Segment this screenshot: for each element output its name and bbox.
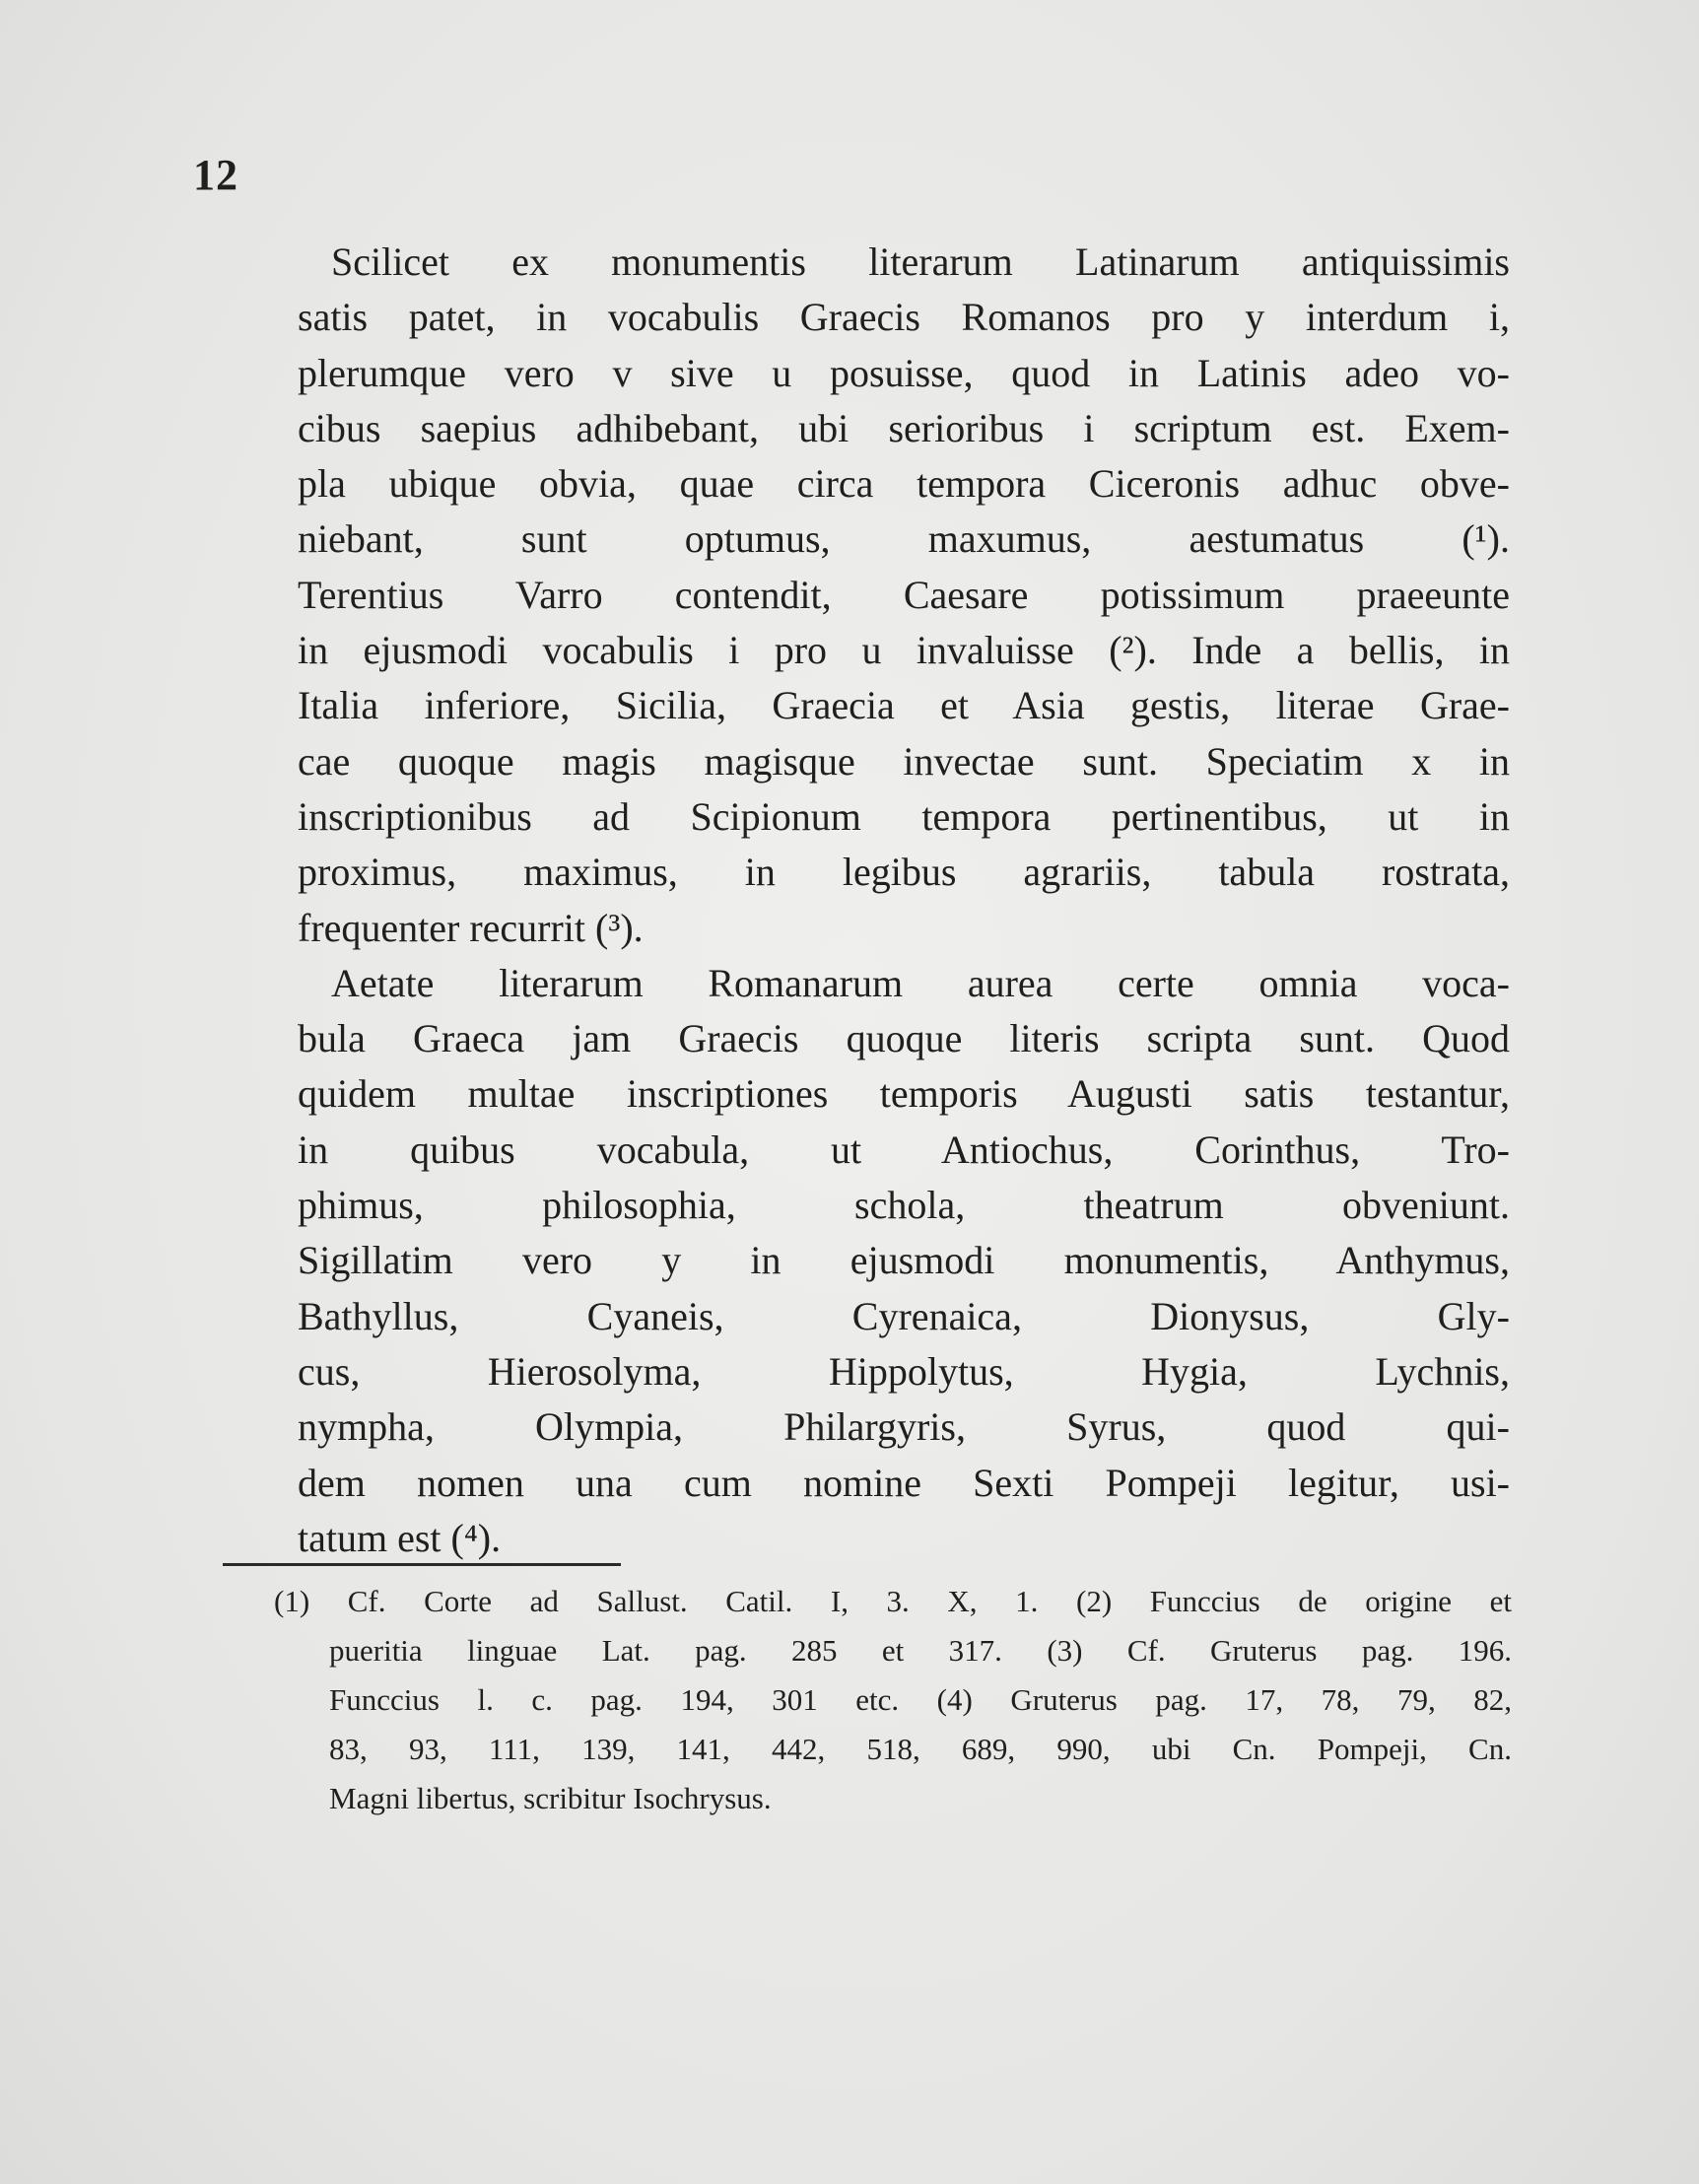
text-line: Bathyllus, Cyaneis, Cyrenaica, Dionysus, Gly- xyxy=(298,1293,1510,1338)
main-text xyxy=(298,235,1510,1566)
footnote-line: pueritia linguae Lat. pag. 285 et 317. (3) Cf. Gruterus pag. 196. xyxy=(329,1633,1512,1668)
text-line: Scilicet ex monumentis literarum Latinarum antiquissimis xyxy=(331,239,1510,284)
text-line: nympha, Olympia, Philargyris, Syrus, quod qui- xyxy=(298,1404,1510,1450)
text-line: pla ubique obvia, quae circa tempora Ciceronis adhuc obve- xyxy=(298,461,1510,507)
text-line: plerumque vero v sive u posuisse, quod in Latinis adeo vo- xyxy=(298,350,1510,395)
text-line: satis patet, in vocabulis Graecis Romanos pro y interdum i, xyxy=(298,295,1510,340)
text-line: cus, Hierosolyma, Hippolytus, Hygia, Lychnis, xyxy=(298,1348,1510,1394)
text-line: in quibus vocabula, ut Antiochus, Corinthus, Tro- xyxy=(298,1126,1510,1172)
text-line: proximus, maximus, in legibus agrariis, tabula rostrata, xyxy=(298,850,1510,895)
footnote-line: (1) Cf. Corte ad Sallust. Catil. I, 3. X, 1. (2) Funccius de origine et xyxy=(274,1584,1512,1618)
text-line: tatum est (⁴). xyxy=(298,1515,502,1560)
text-line: Sigillatim vero y in ejusmodi monumentis, Anthymus, xyxy=(298,1238,1510,1283)
footnote-line: 83, 93, 111, 139, 141, 442, 518, 689, 990, ubi Cn. Pompeji, Cn. xyxy=(329,1732,1512,1766)
text-line: cibus saepius adhibebant, ubi serioribus i scriptum est. Exem- xyxy=(298,405,1510,450)
text-line: in ejusmodi vocabulis i pro u invaluisse (²). Inde a bellis, in xyxy=(298,628,1510,673)
text-line: frequenter recurrit (³). xyxy=(298,905,644,950)
footnotes xyxy=(274,1577,1512,1823)
text-line: quidem multae inscriptiones temporis Augusti satis testantur, xyxy=(298,1071,1510,1117)
text-line: bula Graeca jam Graecis quoque literis scripta sunt. Quod xyxy=(298,1016,1510,1061)
text-line: inscriptionibus ad Scipionum tempora pertinentibus, ut in xyxy=(298,793,1510,839)
footnote-line: Magni libertus, scribitur Isochrysus. xyxy=(329,1781,772,1815)
page-number: 12 xyxy=(193,151,238,199)
text-line: Aetate literarum Romanarum aurea certe omnia voca- xyxy=(331,960,1510,1005)
text-line: Terentius Varro contendit, Caesare potissimum praeeunte xyxy=(298,572,1510,617)
text-line: Italia inferiore, Sicilia, Graecia et Asia gestis, literae Grae- xyxy=(298,683,1510,728)
text-line: dem nomen una cum nomine Sexti Pompeji legitur, usi- xyxy=(298,1460,1510,1505)
footnote-rule xyxy=(223,1563,621,1566)
text-line: cae quoque magis magisque invectae sunt. Speciatim x in xyxy=(298,738,1510,784)
footnote-line: Funccius l. c. pag. 194, 301 etc. (4) Gruterus pag. 17, 78, 79, 82, xyxy=(329,1682,1512,1717)
text-line: niebant, sunt optumus, maxumus, aestumatus (¹). xyxy=(298,516,1510,562)
text-line: phimus, philosophia, schola, theatrum obveniunt. xyxy=(298,1183,1510,1228)
